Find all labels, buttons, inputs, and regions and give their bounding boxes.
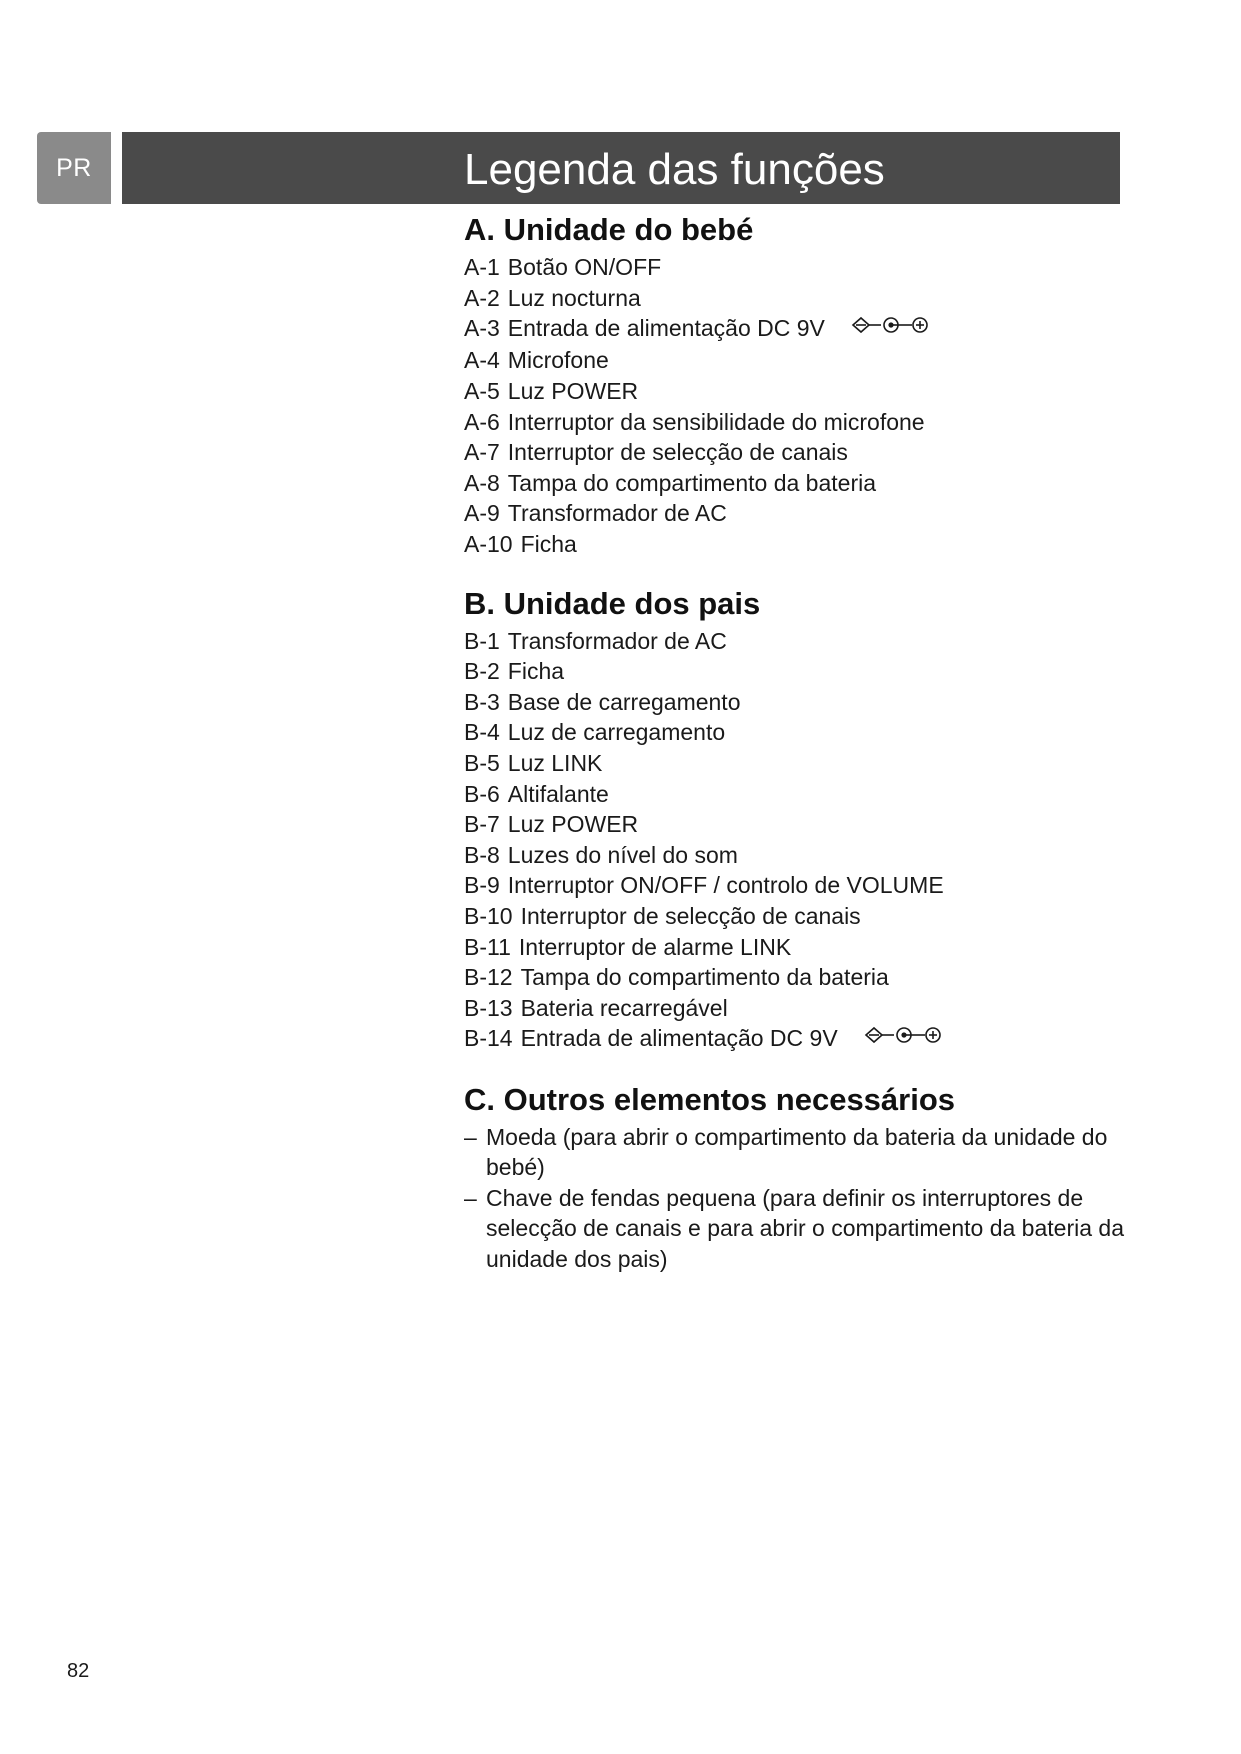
item-code: B-6 xyxy=(464,780,500,807)
list-item xyxy=(464,656,1124,687)
list-item xyxy=(464,870,1124,901)
item-label: Transformador de AC xyxy=(507,627,727,654)
list-item xyxy=(464,748,1124,779)
list-item xyxy=(464,932,1124,963)
list-item xyxy=(464,283,1124,314)
item-code: A-8 xyxy=(464,469,500,496)
item-code: B-8 xyxy=(464,841,500,868)
item-label: Interruptor de selecção de canais xyxy=(520,902,861,929)
list-item xyxy=(464,376,1124,407)
list-item xyxy=(464,901,1124,932)
item-code: A-2 xyxy=(464,284,500,311)
item-code: A-7 xyxy=(464,439,500,466)
item-code: B-10 xyxy=(464,902,513,929)
item-label: Entrada de alimentação DC 9V xyxy=(507,315,825,342)
sections-container xyxy=(464,210,1124,1056)
dash-glyph: – xyxy=(464,1184,477,1211)
item-label: Entrada de alimentação DC 9V xyxy=(520,1025,838,1052)
dash-item xyxy=(464,1183,1124,1275)
section-other xyxy=(464,1080,1124,1275)
item-code: A-9 xyxy=(464,500,500,527)
item-label: Microfone xyxy=(507,347,609,374)
item-label: Luz LINK xyxy=(507,749,603,776)
item-code: A-6 xyxy=(464,408,500,435)
section-baby-unit xyxy=(464,210,1124,560)
item-list xyxy=(464,252,1124,560)
item-label: Interruptor da sensibilidade do microfone xyxy=(507,408,925,435)
item-code: B-9 xyxy=(464,872,500,899)
item-list xyxy=(464,626,1124,1056)
item-label: Luz nocturna xyxy=(507,284,641,311)
item-label: Altifalante xyxy=(507,780,609,807)
item-label: Luz de carregamento xyxy=(507,719,726,746)
dc-polarity-icon xyxy=(864,1023,944,1054)
section-parent-unit xyxy=(464,584,1124,1056)
item-code: B-12 xyxy=(464,964,513,991)
item-label: Tampa do compartimento da bateria xyxy=(507,469,876,496)
list-item xyxy=(464,498,1124,529)
item-code: A-10 xyxy=(464,530,513,557)
content xyxy=(464,210,1124,1298)
list-item xyxy=(464,809,1124,840)
item-code: B-13 xyxy=(464,994,513,1021)
item-code: B-1 xyxy=(464,627,500,654)
item-code: B-4 xyxy=(464,719,500,746)
item-label: Botão ON/OFF xyxy=(507,254,662,280)
item-code: A-4 xyxy=(464,347,500,374)
list-item xyxy=(464,626,1124,657)
page-title: Legenda das funções xyxy=(464,145,885,194)
item-label: Luz POWER xyxy=(507,378,639,404)
item-label: Bateria recarregável xyxy=(520,994,728,1021)
item-label: Transformador de AC xyxy=(507,500,727,527)
item-code: B-7 xyxy=(464,811,500,838)
page-number: 82 xyxy=(67,1660,90,1682)
list-item xyxy=(464,962,1124,993)
dash-item-text: Moeda (para abrir o compartimento da bateria da unidade do bebé) xyxy=(486,1123,1108,1181)
item-code: B-5 xyxy=(464,749,500,776)
item-label: Interruptor de selecção de canais xyxy=(507,439,848,466)
dash-item xyxy=(464,1122,1124,1183)
item-label: Luz POWER xyxy=(507,811,639,838)
list-item xyxy=(464,687,1124,718)
item-code: B-3 xyxy=(464,688,500,715)
item-label: Tampa do compartimento da bateria xyxy=(520,964,889,991)
item-label: Base de carregamento xyxy=(507,688,741,715)
section-title: C. Outros elementos necessários xyxy=(464,1081,956,1117)
list-item xyxy=(464,779,1124,810)
item-code: B-11 xyxy=(464,933,511,960)
list-item xyxy=(464,313,1124,345)
item-label: Interruptor ON/OFF / controlo de VOLUME xyxy=(507,872,944,899)
item-code: B-2 xyxy=(464,658,500,685)
list-item xyxy=(464,1023,1124,1055)
list-item xyxy=(464,345,1124,376)
list-item xyxy=(464,717,1124,748)
list-item xyxy=(464,993,1124,1024)
list-item xyxy=(464,840,1124,871)
item-code: A-5 xyxy=(464,378,500,404)
dash-glyph: – xyxy=(464,1123,477,1150)
item-code: A-3 xyxy=(464,315,500,342)
list-item xyxy=(464,252,1124,283)
dash-item-text: Chave de fendas pequena (para definir os interruptores de selecção de canais e para abrir o compartimento da bateria da unidade dos pais) xyxy=(486,1184,1124,1272)
item-label: Ficha xyxy=(507,658,565,685)
list-item xyxy=(464,437,1124,468)
list-item xyxy=(464,468,1124,499)
item-code: A-1 xyxy=(464,254,500,280)
list-item xyxy=(464,407,1124,438)
item-label: Ficha xyxy=(520,530,577,557)
item-code: B-14 xyxy=(464,1025,513,1052)
item-label: Interruptor de alarme LINK xyxy=(518,933,792,960)
dc-polarity-icon xyxy=(851,313,931,344)
dash-list xyxy=(464,1122,1124,1275)
section-title: B. Unidade dos pais xyxy=(464,585,761,621)
section-title: A. Unidade do bebé xyxy=(464,212,754,247)
language-tab: PR xyxy=(37,132,111,204)
item-label: Luzes do nível do som xyxy=(507,841,738,868)
list-item xyxy=(464,529,1124,560)
header-bar xyxy=(122,132,1120,204)
